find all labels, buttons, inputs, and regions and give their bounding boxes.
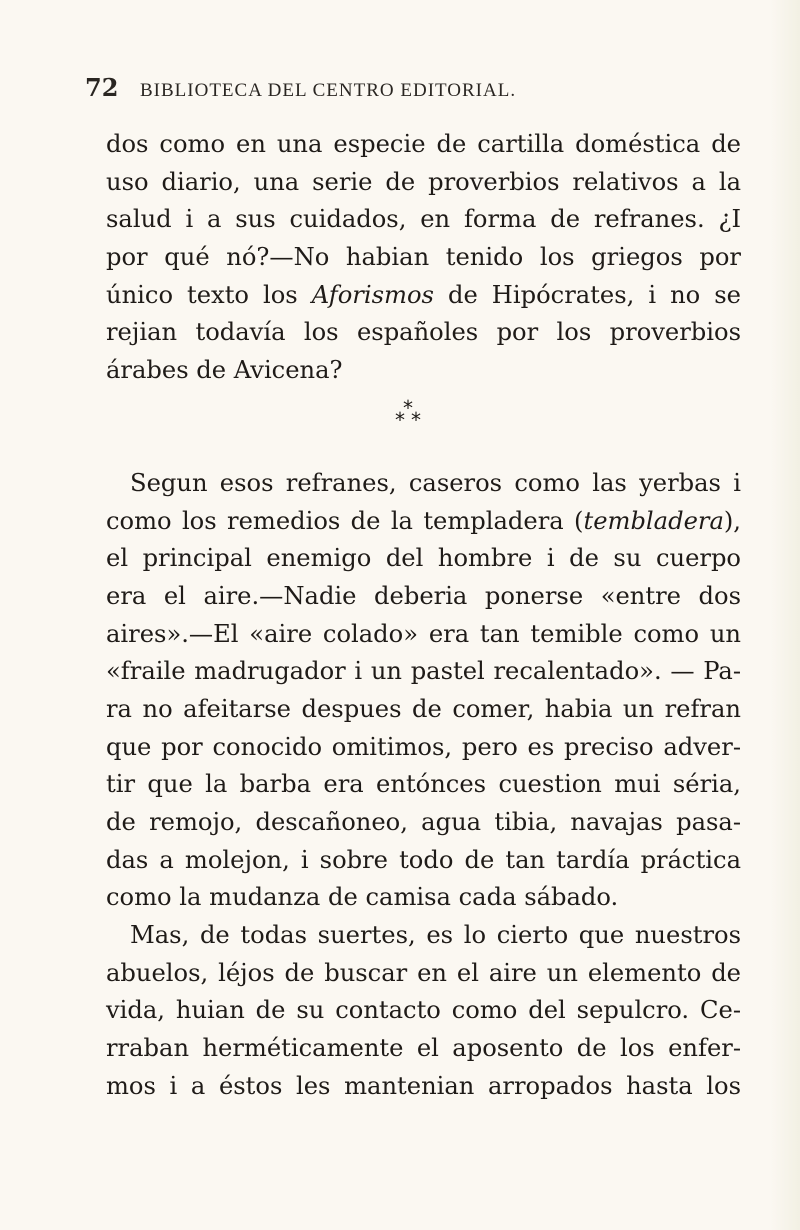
text-line: «fraile madrugador i un pastel recalentado». — Pa- [106, 657, 741, 686]
text-segment: de Hipócrates, i no se [433, 280, 741, 309]
italic-word-tembladera: tembladera [583, 506, 724, 535]
text-line: rejian todavía los españoles por los proverbios [106, 318, 741, 347]
italic-title-aforismos: Aforismos [311, 280, 434, 309]
text-line: salud i a sus cuidados, en forma de refranes. ¿I [106, 205, 741, 234]
running-head: BIBLIOTECA DEL CENTRO EDITORIAL. [140, 80, 517, 101]
paragraph-1 [106, 126, 741, 390]
text-line: tir que la barba era entónces cuestion mui séria, [106, 770, 741, 799]
asterisk-icon: * [403, 395, 413, 420]
text-line: como la mudanza de camisa cada sábado. [106, 883, 619, 912]
text-line: aires».—El «aire colado» era tan temible como un [106, 619, 741, 648]
text-segment: como los remedios de la templadera ( [106, 506, 584, 535]
asterisk-icon: * [395, 407, 405, 432]
text-line: de remojo, descañoneo, agua tibia, navajas pasa- [106, 808, 741, 836]
text-line: das a molejon, i sobre todo de tan tardía práctica [106, 845, 741, 874]
text-line: abuelos, léjos de buscar en el aire un elemento de [106, 958, 741, 987]
asterism-separator [106, 390, 741, 465]
text-line: que por conocido omitimos, pero es preciso adver- [106, 732, 741, 761]
text-line: por qué nó?—No habian tenido los griegos por [106, 243, 741, 272]
page-number: 72 [85, 73, 119, 102]
text-line: era el aire.—Nadie deberia ponerse «entre dos [106, 581, 741, 610]
text-line: mos i a éstos les mantenian arropados hasta los [106, 1071, 741, 1100]
text-line: uso diario, una serie de proverbios relativos a la [106, 167, 741, 196]
text-line: Mas, de todas suertes, es lo cierto que nuestros [130, 921, 741, 950]
text-line: árabes de Avicena? [106, 356, 343, 385]
text-line: ra no afeitarse despues de comer, habia un refran [106, 694, 741, 723]
text-line: dos como en una especie de cartilla doméstica de [106, 130, 741, 158]
text-line: el principal enemigo del hombre i de su cuerpo [106, 544, 741, 573]
text-line [106, 277, 741, 315]
text-line: vida, huian de su contacto como del sepulcro. Ce- [106, 996, 741, 1025]
text-line: Segun esos refranes, caseros como las yerbas i [130, 468, 741, 497]
page-header [85, 73, 725, 116]
paragraph-2 [106, 465, 741, 917]
text-segment: único texto los [106, 280, 312, 309]
paragraph-3 [106, 917, 741, 1105]
asterisk-icon: * [411, 407, 421, 432]
text-segment: ), [723, 506, 741, 535]
text-line: rraban herméticamente el aposento de los enfer- [106, 1034, 741, 1063]
body-text [106, 126, 741, 1106]
text-line [106, 503, 741, 541]
